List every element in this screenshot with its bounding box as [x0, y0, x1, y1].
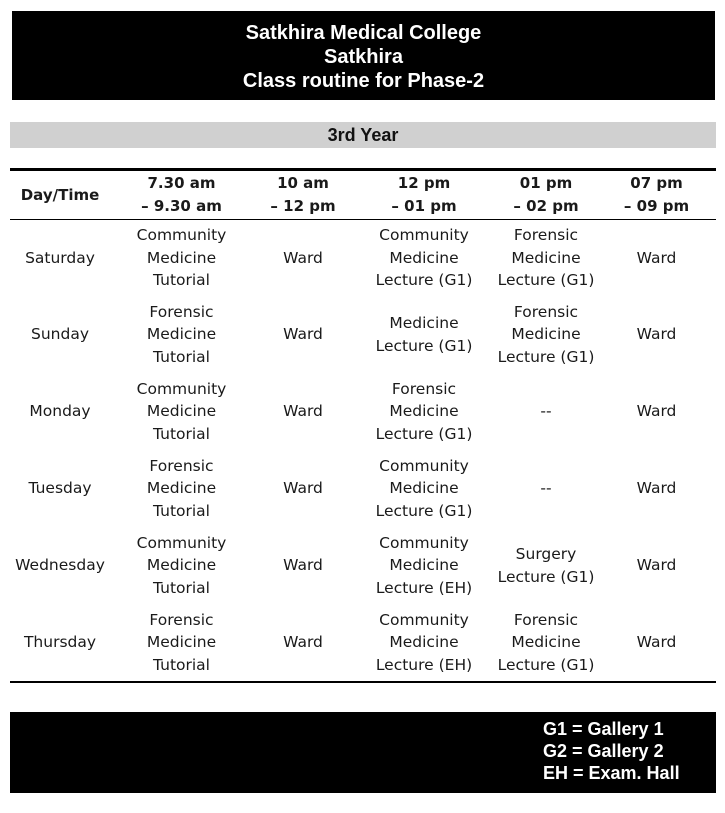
schedule-cell-line: Lecture (G1)	[497, 567, 595, 586]
schedule-cell-line: Medicine	[146, 402, 217, 421]
day-cell: Tuesday	[28, 479, 92, 498]
header-row	[10, 170, 716, 220]
schedule-cell-line: Tutorial	[153, 655, 210, 674]
schedule-cell-line: Medicine	[146, 556, 217, 575]
schedule-cell-line: Medicine	[146, 325, 217, 344]
col-header-slot-1: 7.30 am – 9.30 am	[141, 174, 222, 215]
schedule-cell	[253, 373, 353, 450]
schedule-cell-line: Medicine	[146, 479, 217, 498]
schedule-cell	[597, 296, 716, 373]
schedule-cell	[110, 373, 253, 450]
schedule-cell-line: Lecture (G1)	[375, 271, 473, 290]
schedule-cell-line: Medicine	[146, 633, 217, 652]
schedule-cell-line: Ward	[636, 479, 677, 498]
legend-item-g2: G2 = Gallery 2	[543, 741, 664, 761]
schedule-cell-line: Community	[379, 226, 469, 245]
schedule-cell-line: Community	[379, 610, 469, 629]
schedule-cell-line: Lecture (G1)	[375, 336, 473, 355]
col-header-slot-4: 01 pm – 02 pm	[513, 174, 579, 215]
schedule-cell-line: Ward	[636, 556, 677, 575]
schedule-cell-line: Lecture (G1)	[375, 424, 473, 443]
schedule-cell-line: Forensic	[149, 456, 214, 475]
schedule-cell-line: Tutorial	[153, 424, 210, 443]
schedule-cell-line: Lecture (G1)	[497, 655, 595, 674]
schedule-cell-line: Forensic	[149, 610, 214, 629]
schedule-cell-line: Forensic	[149, 302, 214, 321]
schedule-cell	[597, 527, 716, 604]
schedule-cell	[495, 604, 597, 682]
schedule-cell-line: Forensic	[513, 610, 579, 629]
schedule-cell-line: Ward	[636, 402, 677, 421]
schedule-cell-line: Ward	[636, 248, 677, 267]
table-row	[10, 296, 716, 373]
schedule-cell-line: Ward	[636, 325, 677, 344]
schedule-cell	[597, 373, 716, 450]
schedule-cell	[110, 220, 253, 297]
table-row	[10, 527, 716, 604]
schedule-cell-line: Community	[379, 456, 469, 475]
col-header-day: Day/Time	[20, 185, 100, 204]
table-row	[10, 450, 716, 527]
schedule-cell	[353, 527, 495, 604]
schedule-cell	[353, 604, 495, 682]
schedule-cell-line: Tutorial	[153, 347, 210, 366]
legend-item-g1: G1 = Gallery 1	[543, 719, 664, 739]
schedule-cell-line: Community	[136, 533, 227, 552]
schedule-cell-line: --	[540, 402, 552, 421]
table-row	[10, 220, 716, 297]
schedule-cell-line: Ward	[283, 248, 323, 267]
schedule-cell-line: Tutorial	[153, 578, 210, 597]
schedule-cell	[353, 220, 495, 297]
schedule-cell	[597, 220, 716, 297]
schedule-cell	[495, 296, 597, 373]
schedule-cell-line: Ward	[283, 325, 323, 344]
schedule-cell	[110, 450, 253, 527]
schedule-cell-line: Medicine	[389, 248, 459, 267]
schedule-cell	[110, 527, 253, 604]
schedule-cell-line: Forensic	[513, 302, 579, 321]
col-header-slot-2: 10 am – 12 pm	[270, 174, 336, 215]
day-cell: Wednesday	[15, 556, 105, 575]
schedule-cell-line: Community	[136, 226, 227, 245]
schedule-cell	[253, 604, 353, 682]
schedule-cell-line: Ward	[283, 402, 323, 421]
schedule-cell-line: Lecture (EH)	[375, 578, 473, 597]
college-city: Satkhira	[324, 46, 403, 68]
schedule-cell	[353, 373, 495, 450]
col-header-slot-5: 07 pm – 09 pm	[623, 174, 690, 215]
schedule-cell-line: Lecture (G1)	[497, 271, 595, 290]
table-row	[10, 373, 716, 450]
schedule-cell	[353, 296, 495, 373]
schedule-cell-line: Medicine	[511, 325, 581, 344]
schedule-cell-line: Medicine	[389, 314, 459, 332]
college-name: Satkhira Medical College	[245, 22, 482, 44]
day-cell: Monday	[29, 402, 91, 421]
header-banner	[12, 11, 715, 100]
schedule-cell	[597, 450, 716, 527]
schedule-cell	[495, 373, 597, 450]
routine-title: Class routine for Phase-2	[242, 70, 485, 92]
schedule-cell-line: Medicine	[389, 556, 459, 575]
schedule-cell	[253, 220, 353, 297]
schedule-cell	[253, 527, 353, 604]
routine-body	[10, 220, 716, 683]
schedule-cell-line: Lecture (G1)	[497, 347, 595, 366]
schedule-cell	[110, 296, 253, 373]
schedule-cell-line: Forensic	[513, 226, 579, 245]
schedule-cell-line: Tutorial	[153, 271, 210, 290]
schedule-cell-line: Ward	[636, 633, 677, 652]
legend-list	[543, 718, 680, 784]
legend-box	[10, 712, 716, 793]
year-label: 3rd Year	[10, 122, 716, 148]
schedule-cell	[253, 296, 353, 373]
routine-table	[10, 168, 716, 683]
col-header-slot-3: 12 pm – 01 pm	[391, 174, 457, 215]
schedule-cell	[495, 527, 597, 604]
schedule-cell	[495, 220, 597, 297]
schedule-cell-line: Ward	[283, 556, 323, 575]
schedule-cell-line: Lecture (EH)	[375, 655, 473, 674]
legend-item-eh: EH = Exam. Hall	[543, 763, 680, 783]
schedule-cell-line: Ward	[283, 633, 323, 652]
schedule-cell-line: Community	[136, 379, 227, 398]
schedule-cell-line: Forensic	[391, 379, 457, 398]
schedule-cell-line: Medicine	[389, 402, 459, 421]
schedule-cell-line: Lecture (G1)	[375, 501, 473, 520]
schedule-cell	[495, 450, 597, 527]
schedule-cell	[253, 450, 353, 527]
schedule-cell-line: Community	[379, 533, 469, 552]
schedule-cell-line: --	[540, 479, 552, 498]
schedule-cell-line: Tutorial	[153, 501, 210, 520]
day-cell: Thursday	[23, 633, 97, 652]
schedule-cell-line: Medicine	[389, 633, 459, 652]
schedule-cell-line: Medicine	[389, 479, 459, 498]
schedule-cell-line: Surgery	[515, 545, 577, 563]
table-row	[10, 604, 716, 682]
schedule-cell-line: Medicine	[146, 248, 217, 267]
schedule-cell	[110, 604, 253, 682]
day-cell: Saturday	[25, 248, 95, 267]
schedule-cell	[597, 604, 716, 682]
schedule-cell-line: Medicine	[511, 248, 581, 267]
day-cell: Sunday	[31, 325, 89, 344]
schedule-cell-line: Ward	[283, 479, 323, 498]
schedule-cell	[353, 450, 495, 527]
schedule-cell-line: Medicine	[511, 633, 581, 652]
